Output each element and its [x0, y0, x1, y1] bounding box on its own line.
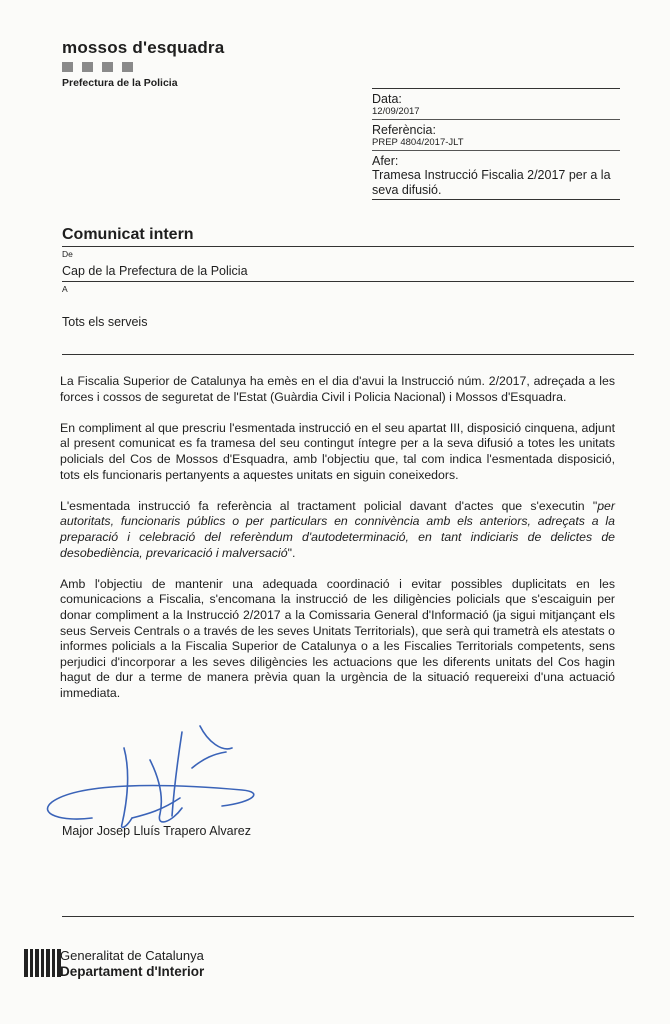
date-label: Data: — [372, 92, 402, 106]
subject-label: Afer: — [372, 154, 399, 168]
generalitat-bars-icon — [24, 949, 61, 977]
footer-department: Departament d'Interior — [60, 964, 205, 979]
date-value: 12/09/2017 — [372, 106, 420, 117]
brand-squares-logo — [62, 62, 133, 72]
footer-institution: Generalitat de Catalunya — [60, 948, 204, 963]
paragraph-4: Amb l'objectiu de mantenir una adequada coordinació i evitar possibles duplicitats en les comunicacions a Fiscalia, s'encomana la instrucció de les diligències policials que s'escaiguin per donar compliment a la Instrucció 2/2017 a la Comissaria General d'Informació (ja sigui mitjançant els seus Serveis Centrals o a través de les seves Unitats Territorials), que serà qui trametrà els atestats o informes policials a la Fiscalia Superior de Catalunya o a les Fiscalies Territorials competents, sens perjudici d'incorporar a les seves diligències les actuacions que les diferents unitats del Cos hagin hagut de dur a terme de manera prèvia quan la urgència de la situació requereixi d'una actuació immediata. — [60, 576, 615, 700]
memo-body — [60, 374, 615, 717]
paragraph-3-end: ". — [287, 545, 296, 560]
reference-value: PREP 4804/2017-JLT — [372, 137, 464, 148]
from-value: Cap de la Prefectura de la Policia — [62, 264, 248, 278]
handwritten-signature — [32, 718, 282, 838]
memo-title: Comunicat intern — [62, 226, 194, 243]
paragraph-3 — [60, 499, 615, 561]
brand-name: mossos d'esquadra — [62, 38, 225, 57]
paragraph-3-intro: L'esmentada instrucció fa referència al tractament policial davant d'actes que s'executin " — [60, 498, 598, 513]
to-value: Tots els serveis — [62, 315, 148, 329]
paragraph-3-quote: per autoritats, funcionaris públics o per particulars en connivència amb els anteriors, adreçats a la preparació i celebració del referèndum d'autodeterminació, en tant indiciaris de delictes de desobediència, prevaricació i malversació — [60, 498, 615, 560]
divider — [62, 246, 634, 247]
paragraph-2: En compliment al que prescriu l'esmentada instrucció en el seu apartat III, disposició cinquena, adjunt al present comunicat es fa tramesa del seu contingut íntegre per a la seva difusió a totes les unitats policials del Cos de Mossos d'Esquadra, amb l'objectiu que, tal com indica l'esmentada disposició, tots els funcionaris pertanyents a aquestes unitats en siguin coneixedors. — [60, 420, 615, 482]
to-label: A — [62, 284, 68, 294]
from-label: De — [62, 249, 73, 259]
divider — [62, 354, 634, 355]
signer-name: Major Josep Lluís Trapero Alvarez — [62, 824, 251, 838]
subject-value: Tramesa Instrucció Fiscalia 2/2017 per a la seva difusió. — [372, 168, 611, 197]
meta-box — [372, 88, 620, 200]
reference-label: Referència: — [372, 123, 436, 137]
paragraph-1: La Fiscalia Superior de Catalunya ha emès en el dia d'avui la Instrucció núm. 2/2017, adreçada a les forces i cossos de seguretat de l'Estat (Guàrdia Civil i Policia Nacional) i Mossos d'Esquadra. — [60, 374, 615, 404]
divider — [62, 281, 634, 282]
footer-divider — [62, 916, 634, 917]
unit-name: Prefectura de la Policia — [62, 77, 178, 89]
